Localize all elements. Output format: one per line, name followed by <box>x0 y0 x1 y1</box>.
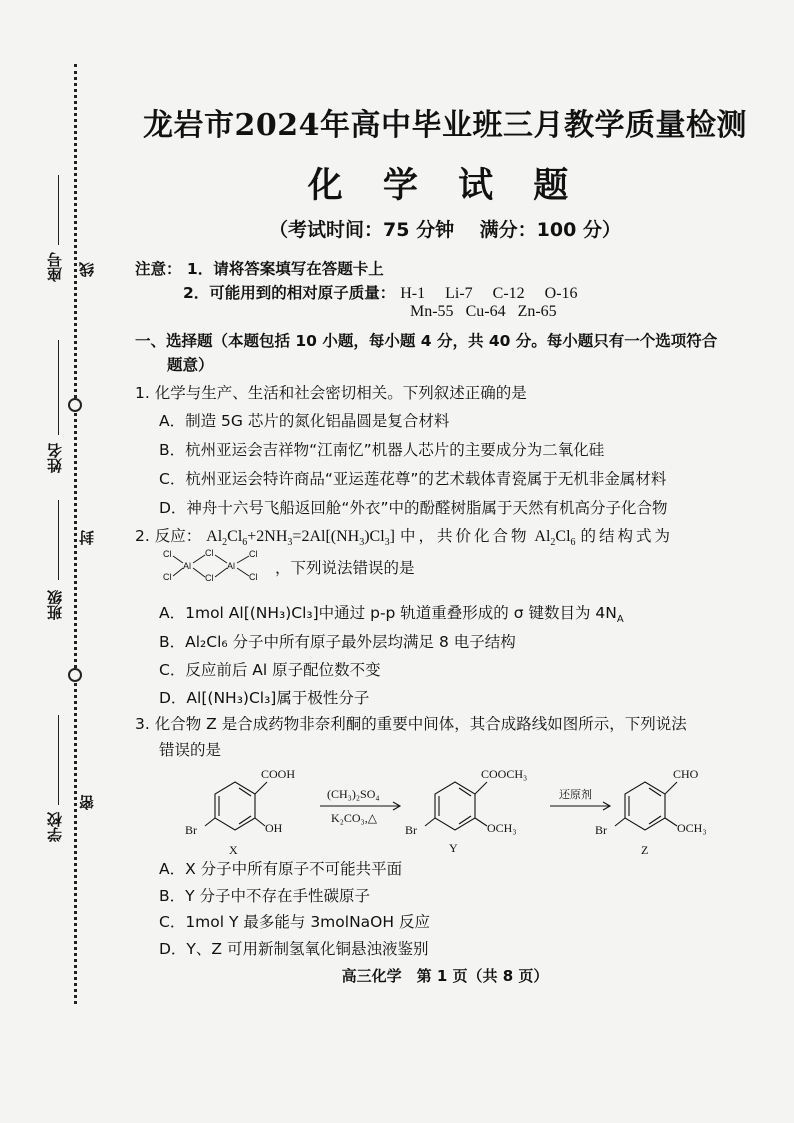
q2-end: 的结构式为 <box>580 527 673 545</box>
q3-option-c: C．1mol Y 最多能与 3molNaOH 反应 <box>159 913 430 931</box>
mol-y-bottom: OCH₃ <box>487 821 517 835</box>
q3-option-d: D．Y、Z 可用新制氢氧化铜悬浊液鉴别 <box>159 940 429 958</box>
q3-stem-cont: 错误的是 <box>159 741 222 759</box>
q2-reaction-part: +2NH <box>247 528 288 545</box>
element-mass: Cu-64 <box>465 303 506 320</box>
q2-option-b: B．Al₂Cl₆ 分子中所有原子最外层均满足 8 电子结构 <box>159 633 516 651</box>
school-underline <box>58 715 59 805</box>
struct-atom-cl: Cl <box>249 549 258 559</box>
subject-title: 化 学 试 题 <box>307 165 583 206</box>
elements-row2 <box>410 303 573 321</box>
q2-reaction-sub: 3 <box>384 537 390 549</box>
q1-option-a: A．制造 5G 芯片的氮化铝晶圆是复合材料 <box>159 412 450 430</box>
q2-reaction-part: ] <box>389 528 395 545</box>
q2-compound-sub: 6 <box>570 537 576 549</box>
q2-compound <box>534 528 576 549</box>
struct-atom-al: Al <box>227 561 236 571</box>
q1-option-d: D．神舟十六号飞船返回舱“外衣”中的酚醛树脂属于天然有机高分子化合物 <box>159 499 668 517</box>
q2-reaction-sub: 3 <box>359 537 365 549</box>
class-underline <box>58 500 59 580</box>
q3-option-a: A．X 分子中所有原子不可能共平面 <box>159 860 403 878</box>
arrow2-top: 还原剂 <box>559 788 592 801</box>
element-mass: Zn-65 <box>517 303 557 320</box>
section1-heading: 一、选择题（本题包括 10 小题，每小题 4 分，共 40 分。每小题只有一个选项符合 <box>135 332 718 350</box>
q2-reaction <box>206 528 395 549</box>
notes-line1 <box>135 257 384 279</box>
q2-reaction-part: Cl <box>227 528 243 545</box>
note-2: 2．可能用到的相对原子质量： <box>183 284 396 302</box>
mol-z-top: CHO <box>673 767 699 781</box>
mol-z-label: Z <box>641 843 649 857</box>
mol-z-left: Br <box>595 823 607 837</box>
element-mass: O-16 <box>544 285 578 302</box>
q2-reaction-sub: 6 <box>242 537 248 549</box>
notes-label: 注意： <box>135 260 182 278</box>
struct-atom-cl: Cl <box>163 572 172 582</box>
q3-stem: 3. 化合物 Z 是合成药物非奈利酮的重要中间体，其合成路线如图所示，下列说法 <box>135 715 687 733</box>
binding-margin <box>0 0 110 1123</box>
arrow1-bottom: K₂CO₃,△ <box>331 811 377 825</box>
q2-option-a <box>159 601 624 625</box>
mol-z-bottom: OCH₃ <box>677 821 707 835</box>
q2-reaction-sub: 3 <box>287 537 293 549</box>
q1-option-b: B．杭州亚运会吉祥物“江南忆”机器人芯片的主要成分为二氧化硅 <box>159 441 605 459</box>
q2-reaction-sub: 2 <box>222 537 228 549</box>
seat-underline <box>58 175 59 245</box>
struct-atom-al: Al <box>183 561 192 571</box>
q2-compound-sub: 2 <box>550 537 556 549</box>
seal-label: 封 <box>78 530 96 545</box>
mol-x-label: X <box>229 843 238 857</box>
q2-compound-part: Al <box>534 528 551 545</box>
mol-x-top: COOH <box>261 767 296 781</box>
school-label: 学校 <box>46 812 64 842</box>
binding-circle-bottom <box>68 668 82 682</box>
q2-reaction-part: Al <box>206 528 223 545</box>
element-mass: H-1 <box>400 285 426 302</box>
benzene-ring-y <box>435 782 475 830</box>
q2-prefix: 2. 反应： <box>135 527 202 545</box>
benzene-ring-x <box>215 782 255 830</box>
notes-line2 <box>183 281 594 303</box>
arrow1-top: (CH₃)₂SO₄ <box>327 787 380 801</box>
synthesis-route <box>145 760 745 860</box>
al2cl6-structure <box>155 548 275 584</box>
elements-row1 <box>400 285 593 302</box>
dense-label: 密 <box>78 795 96 810</box>
q2-compound-part: Cl <box>555 528 571 545</box>
q2-stem-cont: ，下列说法错误的是 <box>275 559 415 577</box>
mol-x-bottom: OH <box>265 821 283 835</box>
element-mass: Li-7 <box>445 285 473 302</box>
exam-info: （考试时间：75 分钟 满分：100 分） <box>269 219 621 241</box>
binding-circle-top <box>68 398 82 412</box>
q2-option-d: D．Al[(NH₃)Cl₃]属于极性分子 <box>159 689 370 707</box>
mol-y-label: Y <box>449 841 458 855</box>
q2-option-a-sub: A <box>616 614 624 626</box>
mol-y-left: Br <box>405 823 417 837</box>
q2-reaction-part: )Cl <box>364 528 385 545</box>
element-mass: Mn-55 <box>410 303 454 320</box>
mol-x-left: Br <box>185 823 197 837</box>
name-underline <box>58 340 59 435</box>
struct-atom-cl: Cl <box>163 549 172 559</box>
element-mass: C-12 <box>492 285 525 302</box>
name-label: 姓名 <box>46 443 64 473</box>
struct-atom-cl: Cl <box>205 548 214 558</box>
q1-stem: 1. 化学与生产、生活和社会密切相关。下列叙述正确的是 <box>135 384 527 402</box>
q1-option-c: C．杭州亚运会特许商品“亚运莲花尊”的艺术载体青瓷属于无机非金属材料 <box>159 470 667 488</box>
exam-title: 龙岩市2024年高中毕业班三月教学质量检测 <box>143 108 747 143</box>
page-footer: 高三化学 第 1 页（共 8 页） <box>341 967 549 985</box>
benzene-ring-z <box>625 782 665 830</box>
section1-heading-cont: 题意） <box>167 356 214 374</box>
q2-mid: 中，共价化合物 <box>399 527 530 545</box>
q3-option-b: B．Y 分子中不存在手性碳原子 <box>159 887 371 905</box>
q2-option-c: C．反应前后 Al 原子配位数不变 <box>159 661 381 679</box>
line-label: 线 <box>78 262 96 277</box>
struct-atom-cl: Cl <box>205 573 214 583</box>
q2-option-a-text: A．1mol Al[(NH₃)Cl₃]中通过 p-p 轨道重叠形成的 σ 键数目为 4N <box>159 604 617 622</box>
seat-label: 座号 <box>46 252 64 282</box>
struct-atom-cl: Cl <box>249 572 258 582</box>
mol-y-top: COOCH₃ <box>481 767 528 781</box>
q2-reaction-part: =2Al[(NH <box>292 528 360 545</box>
note-1: 1．请将答案填写在答题卡上 <box>186 260 384 278</box>
class-label: 班级 <box>46 590 64 620</box>
q2-stem <box>135 524 673 548</box>
